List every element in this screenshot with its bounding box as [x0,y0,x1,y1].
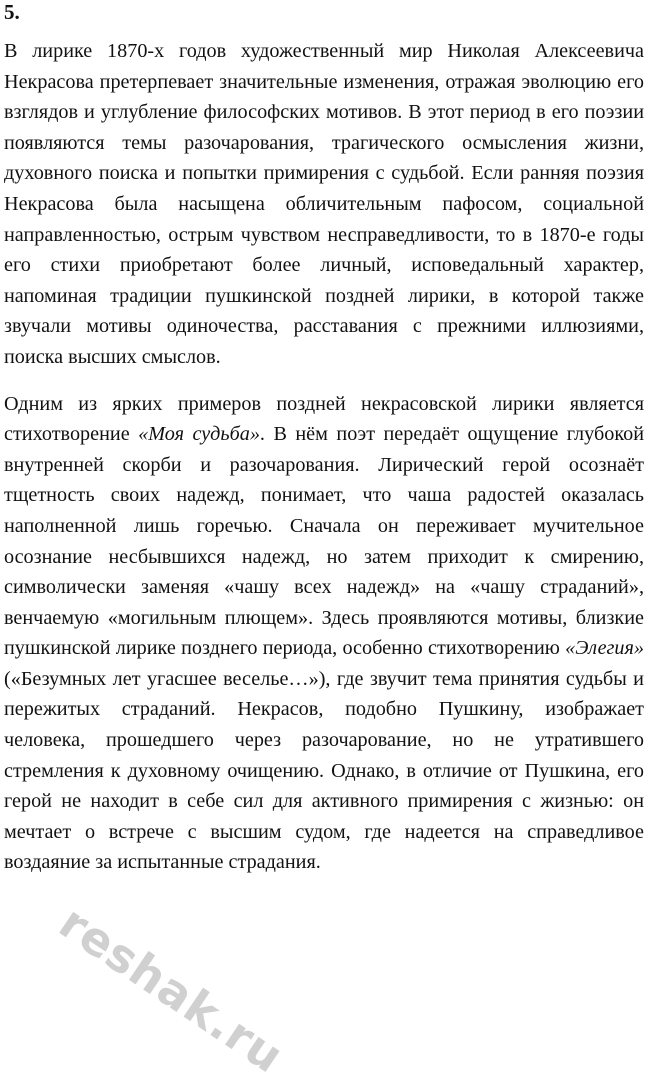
task-number: 5. [4,0,20,24]
poem-title-elegy: «Элегия» [565,637,644,660]
paragraph-2 [4,389,644,879]
paragraph-2-text-b: . В нём поэт передаёт ощущение глубокой внутренней скорби и разочарования. Лирический герой осознаёт тщетность своих надежд, понимает, что чаша радостей оказалась наполненной лишь горечью. Сначала он переживает мучительное осознание несбывшихся надежд, но затем приходит к смирению, символически заменяя «чашу всех надежд» на «чашу страданий», венчаемую «могильным плющем». Здесь проявляются мотивы, близкие пушкинской лирике позднего периода, особенно стихотворению [4,423,644,660]
poem-title-my-fate: «Моя судьба» [138,423,260,446]
paragraph-2-text-c: («Безумных лет угасшее веселье…»), где звучит тема принятия судьбы и пережитых страданий. Некрасов, подобно Пушкину, изображает человека, прошедшего через разочарование, но не утратившего стремления к духовному очищению. Однако, в отличие от Пушкина, его герой не находит в себе сил для активного примирения с жизнью: он мечтает о встрече с высшим судом, где надеется на справедливое воздаяние за испытанные страдания. [4,667,644,874]
watermark-logo: reshak.ru [49,895,294,1084]
paragraph-1: В лирике 1870-х годов художественный мир Николая Алексеевича Некрасова претерпевает значительные изменения, отражая эволюцию его взглядов и углубление философских мотивов. В этот период в его поэзии появляются темы разочарования, трагического осмысления жизни, духовного поиска и попытки примирения с судьбой. Если ранняя поэзия Некрасова была насыщена обличительным пафосом, социальной направленностью, острым чувством несправедливости, то в 1870-е годы его стихи приобретают более личный, исповедальный характер, напоминая традиции пушкинской поздней лирики, в которой также звучали мотивы одиночества, расставания с прежними иллюзиями, поиска высших смыслов. [4,40,644,368]
paragraph-2-text-a: Одним из ярких примеров поздней некрасовской лирики является стихотворение [4,392,644,446]
